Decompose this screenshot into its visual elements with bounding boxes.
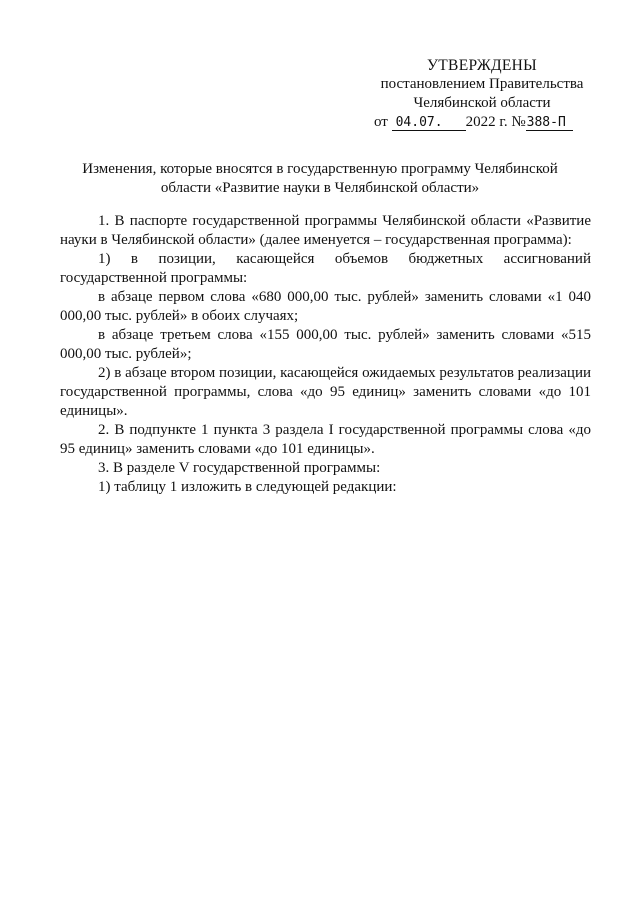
approval-line-region: Челябинской области xyxy=(413,95,551,111)
paragraph: 2) в абзаце втором позиции, касающейся ожидаемых результатов реализации государственной программы, слова «до 95 единиц» заменить словами «до 101 единицы». xyxy=(60,365,591,419)
paragraph: 1) в позиции, касающейся объемов бюджетных ассигнований государственной программы: xyxy=(60,251,591,286)
paragraph: 3. В разделе V государственной программы: xyxy=(98,460,381,476)
approval-block xyxy=(372,56,592,132)
approval-line-resolution: постановлением Правительства xyxy=(380,76,584,92)
number-filled: 388-П xyxy=(526,115,573,131)
paragraph: в абзаце первом слова «680 000,00 тыс. рублей» заменить словами «1 040 000,00 тыс. рублей» в обоих случаях; xyxy=(60,289,591,324)
document-body xyxy=(60,212,591,497)
approval-date-line xyxy=(372,113,592,132)
document-heading: Изменения, которые вносятся в государственную программу Челябинской области «Развитие науки в Челябинской области» xyxy=(82,161,558,196)
date-filled: 04.07. xyxy=(392,115,466,131)
paragraph: 2. В подпункте 1 пункта 3 раздела I государственной программы слова «до 95 единиц» заменить словами «до 101 единицы». xyxy=(60,422,591,457)
date-prefix: от xyxy=(374,114,388,130)
year-text: 2022 г. № xyxy=(465,114,526,130)
paragraph: в абзаце третьем слова «155 000,00 тыс. рублей» заменить словами «515 000,00 тыс. рублей»; xyxy=(60,327,591,362)
approval-title: УТВЕРЖДЕНЫ xyxy=(427,57,537,74)
paragraph: 1) таблицу 1 изложить в следующей редакции: xyxy=(98,479,397,495)
paragraph: 1. В паспорте государственной программы Челябинской области «Развитие науки в Челябинской области» (далее именуется – государственная программа): xyxy=(60,213,591,248)
